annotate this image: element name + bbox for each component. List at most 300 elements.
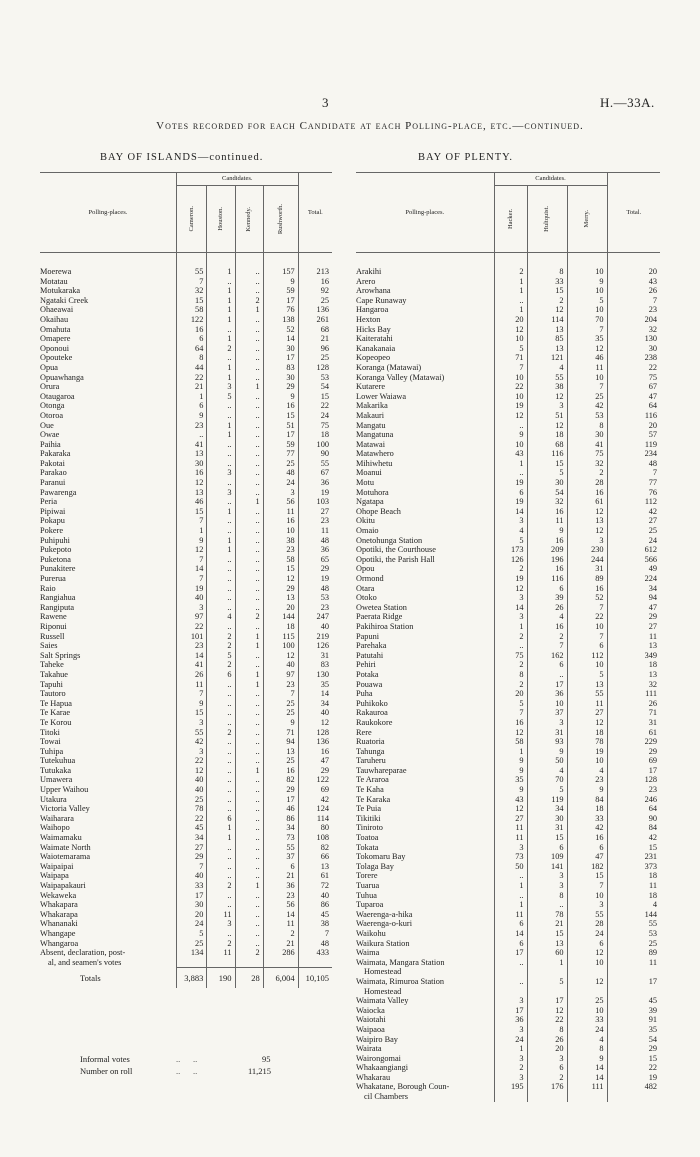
polling-place-name: Waipapa [40,871,69,881]
vote-cell: 4 [527,363,567,373]
total-cell: 84 [607,823,660,833]
vote-cell: 56 [263,497,298,507]
polling-place-name: Salt Springs [40,650,81,660]
total-cell: 119 [607,440,660,450]
vote-cell: 25 [567,392,607,402]
polling-place-name: Pakihiroa Station [356,621,414,631]
vote-cell: 8 [494,670,527,680]
vote-cell: 32 [176,286,206,296]
vote-cell: .. [235,526,263,536]
vote-cell: .. [235,756,263,766]
polling-place-name: Ngataki Creek [40,295,89,305]
vote-cell: 83 [263,363,298,373]
polling-place-name: Tokata [356,842,379,852]
vote-cell: 24 [176,919,206,929]
vote-cell: .. [207,603,235,613]
vote-cell: .. [235,593,263,603]
vote-cell: 31 [527,728,567,738]
vote-cell: 116 [527,574,567,584]
polling-place-name: Waiotahi [356,1015,386,1025]
vote-cell: .. [207,622,235,632]
vote-cell: 10 [494,392,527,402]
total-cell: 29 [607,1044,660,1054]
vote-cell: 9 [527,747,567,757]
vote-cell: 15 [527,286,567,296]
vote-cell: .. [235,939,263,949]
vote-cell: 14 [176,564,206,574]
vote-cell: 12 [567,948,607,958]
polling-place-name: Pureruа [40,574,66,583]
table-row [40,593,332,603]
vote-cell: 16 [176,468,206,478]
total-cell: 36 [298,478,332,488]
vote-cell: 1 [207,296,235,306]
vote-cell: 19 [494,401,527,411]
total-cell: 35 [298,680,332,690]
table-row [40,545,332,555]
vote-cell: 6 [527,1063,567,1073]
vote-cell: 3 [207,382,235,392]
total-cell: 261 [298,315,332,325]
total-cell: 48 [298,536,332,546]
total-cell: 29 [298,564,332,574]
vote-cell: 6 [567,939,607,949]
polling-place-name: Otara [356,583,375,593]
vote-cell: 35 [494,775,527,785]
vote-cell: .. [235,708,263,718]
vote-cell: .. [235,536,263,546]
vote-cell: .. [235,852,263,862]
table-row [356,891,660,901]
vote-cell: .. [494,891,527,901]
vote-cell: 6 [494,488,527,498]
total-cell: 68 [298,325,332,335]
bay-of-plenty-rows [356,267,660,1102]
vote-cell: .. [235,344,263,354]
vote-cell: 23 [263,680,298,690]
table-row [356,996,660,1006]
polling-place-name: Te Korou [40,717,72,727]
vote-cell: .. [235,603,263,613]
totals-kennedy: 28 [235,968,263,989]
vote-cell: .. [207,862,235,872]
vote-cell: .. [207,929,235,939]
vote-cell: .. [207,459,235,469]
polling-place-name: Tuhua [356,890,377,900]
polling-place-name: Waikura Station [356,938,410,948]
vote-cell: .. [207,497,235,507]
table-row [40,478,332,488]
total-cell: 24 [607,536,660,546]
polling-place-name: Moerewa [40,267,72,276]
total-cell: 11 [607,881,660,891]
vote-cell: 16 [567,833,607,843]
table-row [40,526,332,536]
vote-cell: 2 [494,564,527,574]
total-header-right: Total. [607,173,660,253]
table-row [40,651,332,661]
vote-cell: 7 [567,632,607,642]
polling-place-name: Toatoa [356,833,379,843]
polling-place-name: Kutarere [356,382,386,392]
total-cell: 48 [607,459,660,469]
vote-cell: 4 [207,612,235,622]
vote-cell: 112 [567,651,607,661]
vote-cell: .. [235,660,263,670]
vote-cell: 77 [263,449,298,459]
table-row [356,344,660,354]
vote-cell: 41 [176,440,206,450]
table-row [356,440,660,450]
vote-cell: 12 [494,728,527,738]
vote-cell: 12 [567,344,607,354]
polling-place-name: Omahuta [40,324,71,334]
polling-place-name: Waimamaku [40,833,82,843]
polling-place-name: Wairata [356,1044,382,1054]
vote-cell: 1 [494,747,527,757]
total-cell: 48 [298,939,332,949]
table-row [40,584,332,594]
vote-cell: 286 [263,948,298,958]
total-cell: 25 [607,526,660,536]
vote-cell: .. [207,353,235,363]
table-row [356,689,660,699]
vote-cell: .. [235,564,263,574]
bay-of-plenty-table [356,172,660,1102]
polling-place-name: al, and seamen's votes [48,958,122,967]
vote-cell: 17 [263,296,298,306]
polling-place-name: Orura [40,382,60,392]
table-row [356,967,660,977]
vote-cell: .. [207,766,235,776]
table-row [356,373,660,383]
vote-cell: .. [235,267,263,277]
vote-cell: 9 [176,411,206,421]
vote-cell: 11 [176,680,206,690]
polling-place-name: Rangiahua [40,593,76,603]
table-row [40,958,332,968]
vote-cell: 3 [207,919,235,929]
vote-cell: 10 [567,958,607,968]
polling-place-name: Peria [40,497,58,507]
total-cell: 204 [607,315,660,325]
polling-place-name: Opotiki, the Parish Hall [356,554,435,564]
vote-cell: .. [235,545,263,555]
vote-cell: .. [235,363,263,373]
vote-cell: .. [235,574,263,584]
table-row [40,392,332,402]
total-cell: 7 [607,296,660,306]
polling-place-name: Waihopo [40,823,70,833]
total-cell: 26 [607,699,660,709]
vote-cell: 25 [263,699,298,709]
table-row [40,708,332,718]
total-cell: 43 [607,277,660,287]
polling-place-name: Potaka [356,669,379,679]
candidate-header-cameron: Cameron. [176,186,206,253]
bay-of-islands-rows [40,267,332,968]
vote-cell: 33 [567,814,607,824]
table-row [40,871,332,881]
vote-cell: 10 [567,305,607,315]
vote-cell: .. [176,430,206,440]
vote-cell: 2 [235,612,263,622]
table-row [40,507,332,517]
vote-cell: 2 [494,1063,527,1073]
table-row [40,680,332,690]
informal-votes-label: Informal votes [80,1054,130,1064]
table-row [356,718,660,728]
total-cell: 76 [607,488,660,498]
polling-place-name: Whangaroa [40,938,79,948]
vote-cell: 20 [263,603,298,613]
vote-cell: 7 [176,516,206,526]
vote-cell: .. [235,689,263,699]
vote-cell: 173 [494,545,527,555]
table-row [356,862,660,872]
table-row [356,775,660,785]
vote-cell: 12 [494,325,527,335]
table-row [356,401,660,411]
polling-place-name: Oue [40,420,54,430]
polling-place-name: Whakaangiangi [356,1063,409,1073]
vote-cell: 12 [527,1006,567,1016]
vote-cell: 7 [176,574,206,584]
vote-cell: 10 [494,373,527,383]
vote-cell: 76 [263,305,298,315]
vote-cell: .. [235,929,263,939]
total-cell: 32 [607,680,660,690]
vote-cell: .. [494,871,527,881]
vote-cell: 1 [494,277,527,287]
total-cell: 91 [607,1015,660,1025]
vote-cell: .. [235,286,263,296]
vote-cell: 50 [494,862,527,872]
vote-cell: 17 [263,795,298,805]
vote-cell: .. [207,584,235,594]
polling-place-name: Tahunga [356,746,385,756]
vote-cell: 48 [263,468,298,478]
vote-cell: 29 [176,852,206,862]
vote-cell: 1 [494,622,527,632]
polling-place-name: Arakihi [356,267,382,276]
polling-place-name: Pokere [40,526,64,536]
vote-cell: 14 [494,507,527,517]
vote-cell: 97 [263,670,298,680]
polling-place-name: Upper Waihou [40,785,89,795]
polling-place-name: Papuni [356,631,380,641]
total-cell: 136 [298,305,332,315]
polling-place-name: Ruatoria [356,737,385,747]
vote-cell: 9 [527,526,567,536]
total-cell: 238 [607,353,660,363]
polling-place-name: Tapuhi [40,679,63,689]
vote-cell: 15 [263,411,298,421]
table-row [356,421,660,431]
vote-cell: 25 [176,795,206,805]
total-cell: 20 [607,421,660,431]
vote-cell: 7 [176,689,206,699]
total-cell: 54 [607,1035,660,1045]
total-cell: 128 [298,728,332,738]
vote-cell: .. [235,421,263,431]
polling-place-name: Cape Runaway [356,295,407,305]
candidate-header-hacker: Hacker. [494,186,527,253]
polling-place-name: Waipaipai [40,861,74,871]
table-row [356,670,660,680]
vote-cell: 7 [494,363,527,373]
vote-cell: .. [235,910,263,920]
vote-cell: 33 [176,881,206,891]
vote-cell: 1 [235,766,263,776]
vote-cell: 28 [567,919,607,929]
vote-cell: 111 [567,1082,607,1092]
table-row [356,574,660,584]
candidate-header-hultquist: Hultquist. [527,186,567,253]
polling-place-name: Pakotai [40,458,65,468]
vote-cell: .. [207,680,235,690]
vote-cell: 11 [207,948,235,958]
total-cell: 22 [298,401,332,411]
vote-cell: 41 [176,660,206,670]
vote-cell: 17 [527,680,567,690]
total-cell: 7 [607,468,660,478]
total-cell: 25 [607,939,660,949]
vote-cell: .. [235,814,263,824]
vote-cell: 78 [527,910,567,920]
polling-place-name: Raio [40,583,56,593]
total-cell: 112 [607,497,660,507]
polling-place-name: Mangatuna [356,430,394,440]
vote-cell: 22 [176,373,206,383]
vote-cell: 30 [176,459,206,469]
vote-cell: 2 [494,632,527,642]
table-row [356,305,660,315]
vote-cell: 16 [527,536,567,546]
vote-cell: 3 [207,488,235,498]
vote-cell: 26 [527,1035,567,1045]
vote-cell: 2 [235,948,263,958]
total-cell: 82 [298,843,332,853]
polling-place-name: Motu [356,478,374,488]
vote-cell: 10 [567,622,607,632]
total-cell: 566 [607,555,660,565]
table-row [40,315,332,325]
table-row [356,430,660,440]
vote-cell: 6 [207,670,235,680]
vote-cell: .. [235,401,263,411]
table-row [356,1025,660,1035]
polling-place-name: Otaugaroa [40,391,75,401]
vote-cell: 25 [263,756,298,766]
vote-cell: 19 [494,478,527,488]
table-row [356,1054,660,1064]
vote-cell: 2 [527,296,567,306]
total-cell: 19 [607,1073,660,1083]
vote-cell: 13 [263,747,298,757]
vote-cell: 89 [567,574,607,584]
vote-cell: .. [207,449,235,459]
polling-place-name: Kaiteratahi [356,334,393,344]
polling-place-name: Mangatu [356,420,386,430]
table-row [40,449,332,459]
vote-cell: 196 [527,555,567,565]
candidate-header-kennedy: Kennedy. [235,186,263,253]
total-cell: 23 [607,305,660,315]
vote-cell: 3 [494,516,527,526]
vote-cell: .. [235,871,263,881]
vote-cell: 13 [567,680,607,690]
total-cell: 16 [298,277,332,287]
vote-cell: 8 [176,353,206,363]
vote-cell: 2 [207,344,235,354]
vote-cell: 1 [207,823,235,833]
total-cell: 31 [298,651,332,661]
page-title: Votes recorded for each Candidate at each Polling-place, etc.—continued. [156,120,584,132]
polling-place-name: Owae [40,430,60,440]
vote-cell: 5 [494,344,527,354]
polling-place-name: Lower Waiawa [356,391,407,401]
vote-cell: .. [235,891,263,901]
vote-cell: 20 [176,910,206,920]
vote-cell: 75 [567,449,607,459]
vote-cell: .. [207,900,235,910]
vote-cell: 1 [494,1044,527,1054]
vote-cell: .. [235,373,263,383]
table-row [356,1006,660,1016]
vote-cell: .. [235,459,263,469]
vote-cell: 55 [567,910,607,920]
total-cell: 27 [607,516,660,526]
vote-cell: 37 [263,852,298,862]
total-cell: 67 [298,468,332,478]
table-row [356,353,660,363]
vote-cell: .. [207,843,235,853]
table-row [356,651,660,661]
vote-cell: 22 [176,622,206,632]
polling-place-name: Umawera [40,775,73,785]
polling-place-name: Kanakanaia [356,343,396,353]
vote-cell: .. [235,900,263,910]
vote-cell: 16 [176,325,206,335]
vote-cell: 25 [263,459,298,469]
vote-cell: .. [207,689,235,699]
vote-cell: 5 [527,785,567,795]
polling-place-name: Russell [40,631,65,641]
vote-cell: 26 [527,603,567,613]
total-cell: 69 [298,785,332,795]
polling-place-name: Kopeopeo [356,353,391,363]
vote-cell: 2 [207,881,235,891]
informal-votes-value: 95 [262,1054,271,1064]
table-row [40,823,332,833]
polling-place-name: Whakapara [40,900,78,910]
vote-cell: .. [235,516,263,526]
polling-place-name: Paihia [40,439,61,449]
vote-cell: 18 [263,622,298,632]
vote-cell: 5 [527,468,567,478]
table-row [356,449,660,459]
vote-cell: 6 [567,641,607,651]
vote-cell: 24 [494,1035,527,1045]
table-row [356,1063,660,1073]
polling-place-name: Matawhero [356,449,394,459]
table-row [356,833,660,843]
vote-cell: 24 [567,929,607,939]
vote-cell: 15 [527,929,567,939]
vote-cell: 12 [527,305,567,315]
polling-place-name: Waiharara [40,813,74,823]
